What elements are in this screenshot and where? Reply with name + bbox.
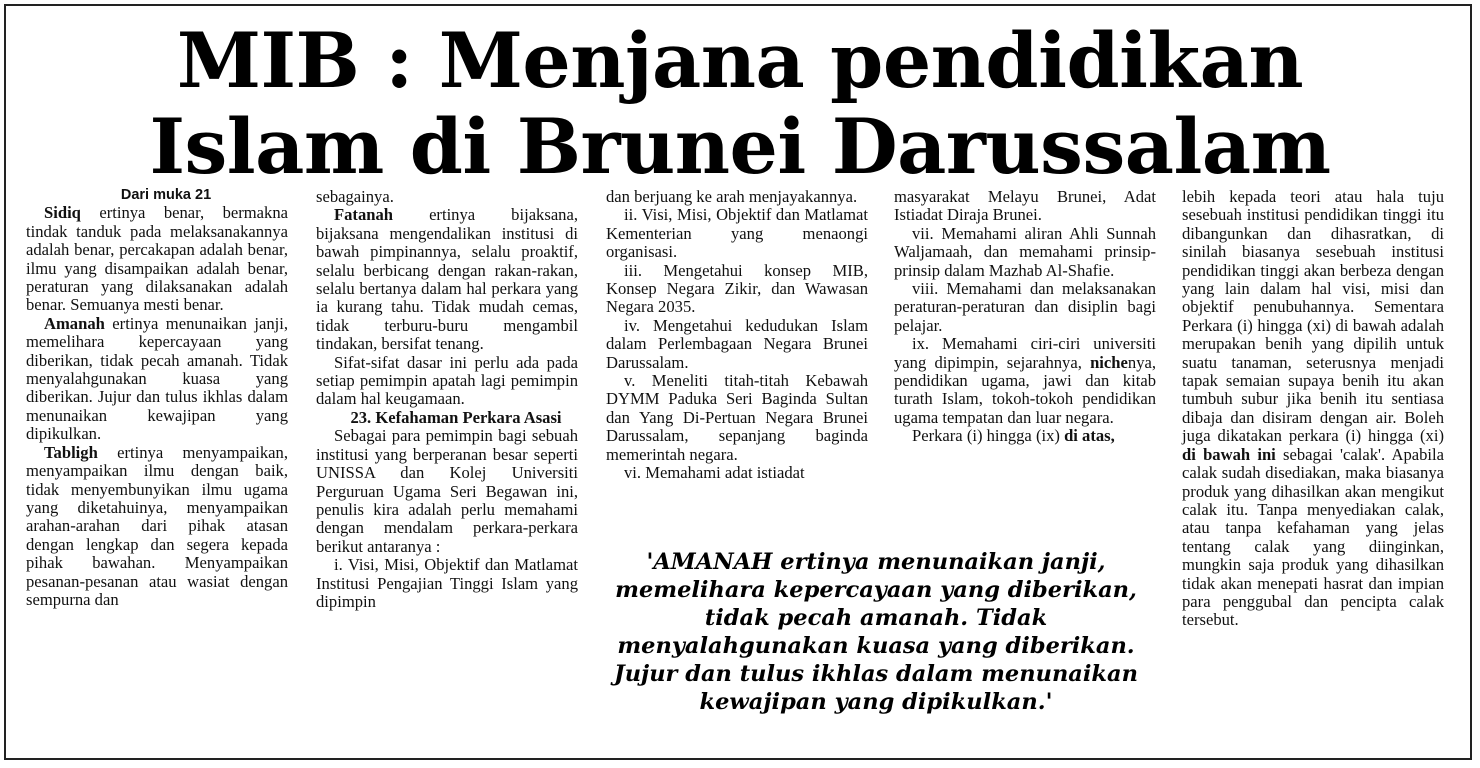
paragraph-text: ertinya bijaksana, bijaksana mengendalikan institusi di bawah pimpinannya, selalu proaktif, selalu berbicang dengan rakan-rakan, selalu bertanya dalam hal perkara yang ia kurang tahu. Tidak mudah cemas, tidak terburu-buru mengambil tindakan, bersifat tenang. [316, 205, 578, 354]
paragraph-text: sebagai 'calak'. Apabila calak sudah disediakan, maka biasanya produk yang dihasilkan akan mengikut calak itu. Tanpa menyediakan calak, atau tanpa kefahaman yang jelas tentang calak yang diinginkan, mungkin saja produk yang dihasilkan tidak akan menepati hasrat dan impian para penggubal dan pencipta calak tersebut. [1182, 444, 1444, 630]
paragraph-continued: dan berjuang ke arah menjayakannya. [606, 187, 858, 206]
term-niche: niche [1090, 352, 1128, 372]
list-item-viii: viii. Memahami dan melaksanakan peraturan-peraturan dan disiplin bagi pelajar. [894, 279, 1156, 335]
paragraph-text: ertinya benar, bermakna tindak tanduk pada melaksanakannya adalah benar, percakapan adalah benar, ilmu yang disampaikan adalah benar, peraturan yang dilaksanakan adalah benar. Semuanya mesti benar. [26, 203, 288, 315]
term-fatanah: Fatanah [334, 205, 394, 225]
continued-from-label: Dari muka 21 [120, 187, 212, 203]
term-amanah: Amanah [44, 313, 105, 333]
term-di-atas: di atas, [1064, 426, 1115, 446]
paragraph-perkara [894, 427, 1156, 445]
list-item-ix [894, 335, 1156, 427]
paragraph-sifat: Sifat-sifat dasar ini perlu ada pada setiap pemimpin apatah lagi pemimpin dalam hal keugamaan. [316, 352, 578, 409]
paragraph-sidiq [26, 204, 288, 314]
headline [6, 18, 1474, 190]
term-sidiq: Sidiq [44, 203, 81, 223]
term-tabligh: Tabligh [44, 442, 98, 462]
paragraph-text: nya, pendidikan ugama, jawi dan kitab turath Islam, tokoh-tokoh pendidikan ugama tempatan dan luar negara. [894, 352, 1156, 427]
section-subheading: 23. Kefahaman Perkara Asasi [350, 407, 562, 427]
paragraph-continued: masyarakat Melayu Brunei, Adat Istiadat Diraja Brunei. [894, 187, 1156, 225]
list-item-v: v. Meneliti titah-titah Kebawah DYMM Paduka Seri Baginda Sultan dan Yang Di-Pertuan Negara Brunei Darussalam, sepanjang baginda memerintah negara. [606, 371, 868, 464]
paragraph-text: ix. Memahami ciri-ciri universiti yang dipimpin, sejarahnya, [894, 334, 1156, 372]
paragraph-amanah [26, 315, 288, 444]
paragraph-text: Perkara (i) hingga (ix) [912, 426, 1065, 446]
paragraph-tabligh [26, 444, 288, 610]
headline-line-2: Islam di Brunei Darussalam [149, 102, 1331, 191]
paragraph-text: ertinya menyampaikan, menyampaikan ilmu dengan baik, tidak menyembunyikan ilmu ugama yang diketahuinya, menyampaikan arahan-arahan dari pihak atasan dengan lengkap dan segera kepada pihak bawahan. Menyampaikan pesanan-pesanan atau wasiat dengan sempurna dan [26, 442, 288, 609]
paragraph-text: lebih kepada teori atau hala tuju sesebuah institusi pendidikan tinggi itu dibangunkan dan dihasratkan, di sinilah biasanya sesebuah institusi pendidikan tinggi akan berbeza dengan yang lain dalam hal visi, misi dan objektif penubuhannya. Sementara Perkara (i) hingga (xi) di bawah adalah merupakan benih yang dipilih untuk suatu tanaman, seterusnya menjadi tapak semaian supaya benih itu akan tumbuh subur jika benih itu sentiasa dibaja dan disiram dengan air. Boleh juga dikatakan perkara (i) hingga (xi) [1182, 187, 1444, 446]
paragraph-pemimpin: Sebagai para pemimpin bagi sebuah institusi yang berperanan besar seperti UNISSA dan Kolej Universiti Perguruan Ugama Seri Begawan ini, penulis kira adalah perlu memahami dengan mendalam perkara-perkara berikut antaranya : [316, 426, 578, 556]
term-di-bawah-ini: di bawah ini [1182, 444, 1276, 464]
column-4 [894, 188, 1156, 446]
list-item-vii: vii. Memahami aliran Ahli Sunnah Waljamaah, dan memahami prinsip-prinsip dalam Mazhab Al-Shafie. [894, 223, 1156, 280]
column-1 [26, 186, 288, 609]
column-2 [316, 188, 578, 611]
column-3 [606, 188, 868, 483]
pull-quote: 'AMANAH ertinya menunaikan janji, memelihara kepercayaan yang diberikan, tidak pecah amanah. Tidak menyalahgunakan kuasa yang diberikan. Jujur dan tulus ikhlas dalam menunaikan kewajipan yang dipikulkan.' [614, 549, 1138, 715]
paragraph-text: ertinya menunaikan janji, memelihara kepercayaan yang diberikan, tidak pecah amanah. Tidak menyalahgunakan kuasa yang diberikan. Jujur dan tulus ikhlas dalam menunaikan kewajipan yang dipikulkan. [26, 313, 288, 444]
list-item-i: i. Visi, Misi, Objektif dan Matlamat Institusi Pengajian Tinggi Islam yang dipimpin [316, 555, 578, 611]
paragraph-fatanah [316, 206, 578, 353]
paragraph-continued: sebagainya. [316, 187, 394, 206]
column-5 [1182, 188, 1444, 630]
list-item-iii: iii. Mengetahui konsep MIB, Konsep Negara Zikir, dan Wawasan Negara 2035. [606, 260, 868, 317]
headline-line-1: MIB : Menjana pendidikan [176, 16, 1304, 105]
list-item-vi: vi. Memahami adat istiadat [624, 463, 805, 483]
paragraph-continued [1182, 188, 1444, 630]
list-item-ii: ii. Visi, Misi, Objektif dan Matlamat Kementerian yang menaongi organisasi. [606, 205, 868, 262]
list-item-iv: iv. Mengetahui kedudukan Islam dalam Perlembagaan Negara Brunei Darussalam. [606, 315, 868, 372]
